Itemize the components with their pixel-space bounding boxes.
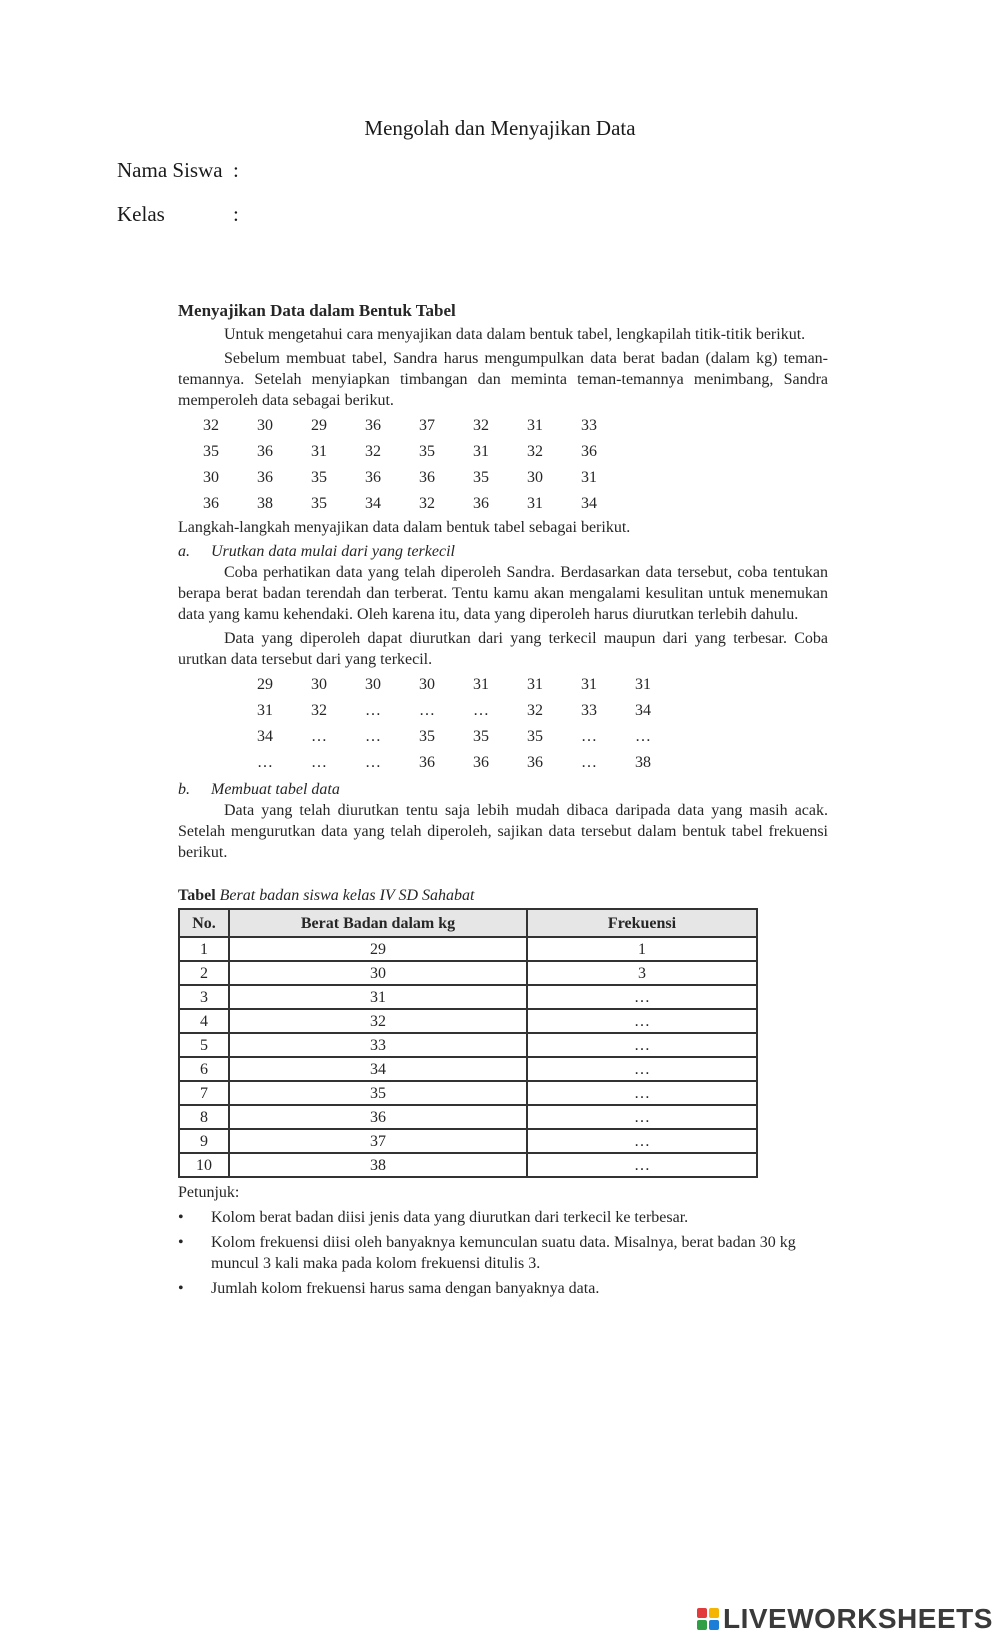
row-weight: 29 (229, 937, 527, 961)
number-cell: 36 (527, 754, 543, 771)
logo-square (697, 1620, 707, 1630)
number-cell: … (419, 702, 435, 719)
number-cell: 31 (527, 495, 543, 512)
number-cell: 34 (365, 495, 381, 512)
table-caption-text: Berat badan siswa kelas IV SD Sahabat (219, 887, 475, 904)
table-row (179, 1081, 757, 1105)
hints-title: Petunjuk: (178, 1184, 240, 1201)
number-cell: 31 (527, 417, 543, 434)
table-row (179, 1009, 757, 1033)
table-header-row (179, 909, 757, 937)
worksheet-content (178, 300, 828, 1303)
document-title: Mengolah dan Menyajikan Data (364, 116, 636, 140)
number-cell: 31 (311, 443, 327, 460)
row-frequency: 1 (527, 937, 757, 961)
sorted-data-grid (178, 672, 828, 776)
number-cell: 35 (203, 443, 219, 460)
row-number: 2 (179, 961, 229, 985)
number-cell: … (581, 754, 597, 771)
row-frequency: … (527, 1105, 757, 1129)
logo-square (697, 1608, 707, 1618)
row-weight: 34 (229, 1057, 527, 1081)
number-cell: 32 (365, 443, 381, 460)
hint-text: Jumlah kolom frekuensi harus sama dengan banyaknya data. (211, 1280, 600, 1297)
number-cell: 32 (527, 443, 543, 460)
row-number: 10 (179, 1153, 229, 1177)
class-label: Kelas (117, 202, 165, 226)
row-weight: 36 (229, 1105, 527, 1129)
number-cell: 36 (419, 754, 435, 771)
number-cell: 31 (635, 676, 651, 693)
table-row (179, 985, 757, 1009)
liveworksheets-brand[interactable] (696, 1603, 993, 1635)
header-weight: Berat Badan dalam kg (229, 909, 527, 937)
table-row (179, 1153, 757, 1177)
row-frequency: 3 (527, 961, 757, 985)
header-frequency: Frekuensi (527, 909, 757, 937)
number-cell: 36 (365, 417, 381, 434)
number-cell: 33 (581, 417, 597, 434)
table-row (179, 937, 757, 961)
number-cell: 32 (203, 417, 219, 434)
number-cell: 33 (581, 702, 597, 719)
number-cell: 30 (257, 417, 273, 434)
logo-square (709, 1620, 719, 1630)
number-cell: 36 (257, 443, 273, 460)
number-cell: 36 (365, 469, 381, 486)
row-number: 1 (179, 937, 229, 961)
frequency-table (178, 908, 758, 1178)
row-number: 6 (179, 1057, 229, 1081)
step-a-heading (178, 541, 828, 562)
student-name-label: Nama Siswa (117, 158, 223, 182)
number-cell: 36 (473, 754, 489, 771)
row-frequency: … (527, 1153, 757, 1177)
number-cell: … (311, 754, 327, 771)
number-cell: 31 (527, 676, 543, 693)
number-cell: 31 (473, 443, 489, 460)
number-cell: 35 (527, 728, 543, 745)
number-cell: … (473, 702, 489, 719)
number-cell: 32 (473, 417, 489, 434)
step-b-letter: b. (178, 781, 190, 798)
number-cell: 34 (581, 495, 597, 512)
number-cell: 31 (581, 469, 597, 486)
step-a-paragraph-1: Coba perhatikan data yang telah diperoleh Sandra. Berdasarkan data tersebut, coba tentukan berapa berat badan terendah dan terberat. Tentu kamu akan mengalami kesulitan untuk menemukan data yang kamu kehendaki. Oleh karena itu, data yang diperoleh harus diurutkan terlebih dahulu. (178, 564, 828, 623)
liveworksheets-logo-icon (696, 1607, 720, 1631)
row-frequency: … (527, 1057, 757, 1081)
number-cell: 35 (473, 469, 489, 486)
row-frequency: … (527, 985, 757, 1009)
table-row (179, 1033, 757, 1057)
row-number: 8 (179, 1105, 229, 1129)
header-no: No. (179, 909, 229, 937)
bullet-icon: • (178, 1209, 184, 1226)
class-colon: : (233, 202, 239, 226)
row-number: 4 (179, 1009, 229, 1033)
intro-paragraph-1: Untuk mengetahui cara menyajikan data dalam bentuk tabel, lengkapilah titik-titik berikut. (224, 326, 806, 343)
number-cell: 29 (257, 676, 273, 693)
number-cell: 35 (419, 443, 435, 460)
number-cell: 34 (257, 728, 273, 745)
row-frequency: … (527, 1033, 757, 1057)
row-frequency: … (527, 1009, 757, 1033)
number-cell: … (581, 728, 597, 745)
row-number: 3 (179, 985, 229, 1009)
table-row (179, 1057, 757, 1081)
number-cell: 31 (581, 676, 597, 693)
number-cell: 36 (473, 495, 489, 512)
row-number: 7 (179, 1081, 229, 1105)
step-b-heading (178, 779, 828, 800)
row-weight: 37 (229, 1129, 527, 1153)
hints-list (178, 1207, 828, 1299)
hint-text: Kolom berat badan diisi jenis data yang diurutkan dari terkecil ke terbesar. (211, 1209, 689, 1226)
raw-data-grid (178, 413, 828, 517)
intro-paragraph-2: Sebelum membuat tabel, Sandra harus mengumpulkan data berat badan (dalam kg) teman-temannya. Setelah menyiapkan timbangan dan meminta teman-temannya menimbang, Sandra memperoleh data sebagai berikut. (178, 350, 828, 409)
number-cell: 31 (257, 702, 273, 719)
table-row (179, 961, 757, 985)
number-cell: 35 (473, 728, 489, 745)
hint-text: Kolom frekuensi diisi oleh banyaknya kemunculan suatu data. Misalnya, berat badan 30 kg muncul 3 kali maka pada kolom frekuensi ditulis 3. (211, 1234, 796, 1272)
brand-text: LIVEWORKSHEETS (723, 1603, 993, 1634)
row-frequency: … (527, 1081, 757, 1105)
number-cell: 36 (419, 469, 435, 486)
hint-item (178, 1232, 828, 1274)
table-caption-label: Tabel (178, 887, 216, 904)
row-weight: 31 (229, 985, 527, 1009)
table-row (179, 1105, 757, 1129)
number-cell: 30 (419, 676, 435, 693)
number-cell: 36 (203, 495, 219, 512)
number-cell: … (311, 728, 327, 745)
number-cell: 30 (527, 469, 543, 486)
row-weight: 33 (229, 1033, 527, 1057)
number-cell: … (365, 754, 381, 771)
row-weight: 30 (229, 961, 527, 985)
number-cell: 34 (635, 702, 651, 719)
number-cell: 35 (311, 495, 327, 512)
number-cell: 29 (311, 417, 327, 434)
row-number: 5 (179, 1033, 229, 1057)
table-row (179, 1129, 757, 1153)
step-b-title: Membuat tabel data (211, 781, 340, 798)
number-cell: 30 (365, 676, 381, 693)
bullet-icon: • (178, 1280, 184, 1297)
step-a-letter: a. (178, 543, 190, 560)
step-b-paragraph-1: Data yang telah diurutkan tentu saja lebih mudah dibaca daripada data yang masih acak. Setelah mengurutkan data yang telah diperoleh, sajikan data tersebut dalam bentuk tabel frekuensi berikut. (178, 802, 828, 861)
number-cell: 35 (419, 728, 435, 745)
section-title: Menyajikan Data dalam Bentuk Tabel (178, 301, 456, 320)
row-weight: 32 (229, 1009, 527, 1033)
student-name-colon: : (233, 158, 239, 182)
step-a-title: Urutkan data mulai dari yang terkecil (211, 543, 455, 560)
number-cell: 35 (311, 469, 327, 486)
table-caption (178, 885, 828, 906)
number-cell: … (257, 754, 273, 771)
step-a-paragraph-2: Data yang diperoleh dapat diurutkan dari yang terkecil maupun dari yang terbesar. Coba urutkan data tersebut dari yang terkecil. (178, 630, 828, 668)
number-cell: 32 (419, 495, 435, 512)
number-cell: 37 (419, 417, 435, 434)
number-cell: … (365, 702, 381, 719)
number-cell: 36 (581, 443, 597, 460)
number-cell: … (365, 728, 381, 745)
number-cell: … (635, 728, 651, 745)
row-weight: 35 (229, 1081, 527, 1105)
number-cell: 31 (473, 676, 489, 693)
number-cell: 32 (527, 702, 543, 719)
number-cell: 36 (257, 469, 273, 486)
number-cell: 38 (257, 495, 273, 512)
row-weight: 38 (229, 1153, 527, 1177)
bullet-icon: • (178, 1234, 184, 1251)
hint-item (178, 1207, 828, 1228)
number-cell: 38 (635, 754, 651, 771)
hint-item (178, 1278, 828, 1299)
logo-square (709, 1608, 719, 1618)
number-cell: 30 (311, 676, 327, 693)
number-cell: 30 (203, 469, 219, 486)
steps-intro: Langkah-langkah menyajikan data dalam bentuk tabel sebagai berikut. (178, 519, 631, 536)
row-frequency: … (527, 1129, 757, 1153)
number-cell: 32 (311, 702, 327, 719)
row-number: 9 (179, 1129, 229, 1153)
